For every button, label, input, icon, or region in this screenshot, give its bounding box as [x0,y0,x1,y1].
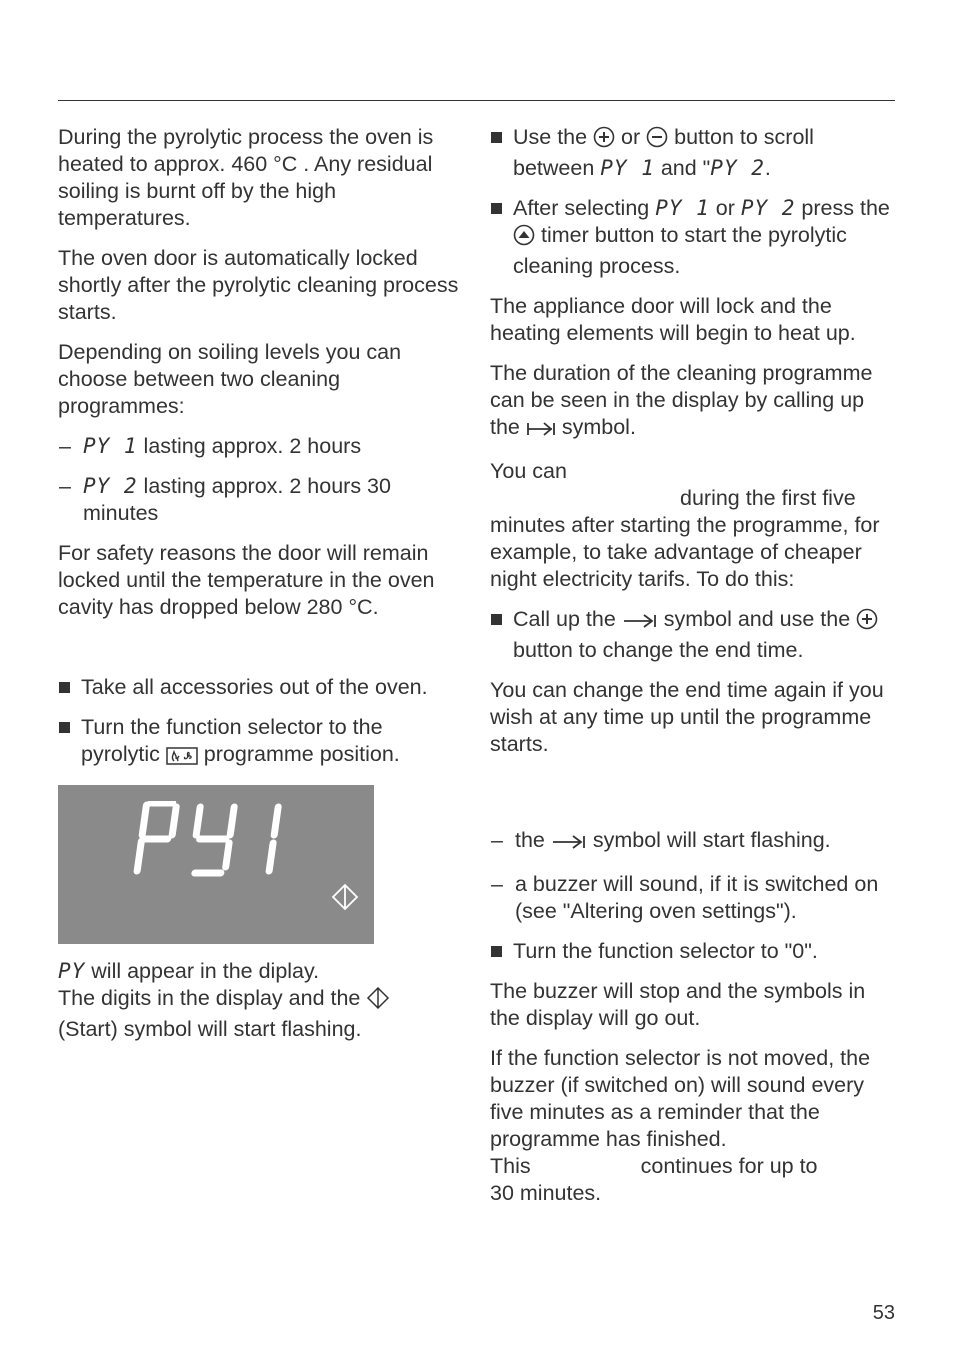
right-column [490,124,898,1220]
minus-button-icon [646,126,668,155]
end-time-icon [551,831,587,858]
plus-button-icon [856,608,878,637]
safety-paragraph: For safety reasons the door will remain locked until the temperature in the oven cavity has dropped below 280 °C. [58,541,435,619]
pyrolytic-icon [166,745,198,772]
page-number: 53 [872,1302,895,1324]
programme-code: PY 1 [83,434,138,458]
end-time-icon [622,610,658,637]
intro-paragraph-3: Depending on soiling levels you can choose between two cleaning programmes: [58,340,402,418]
change-again-paragraph: You can change the end time again if you wish at any time up until the programme starts. [490,678,884,756]
display-explanation: PY will appear in the diplay. The digits in the display and the (Start) symbol will start flashing. [58,958,463,1043]
step-scroll-programmes: Use the or button to scroll between PY 1 and "PY 2. [490,124,898,182]
display-digits [133,801,283,877]
programme-option-2: – PY 2 lasting approx. 2 hours 30 minutes [58,473,463,527]
timer-button-icon [513,224,535,253]
step-remove-accessories: Take all accessories out of the oven. [58,674,463,701]
step-turn-selector-off: Turn the function selector to "0". [490,938,898,965]
duration-paragraph: The duration of the cleaning programme can be seen in the display by calling up the symbol. [490,360,898,445]
programme-option-1: – PY 1 lasting approx. 2 hours [58,433,463,460]
intro-paragraph-1: During the pyrolytic process the oven is heated to approx. 460 °C . Any residual soiling is burnt off by the high temperatures. [58,125,434,230]
programme-code: PY 2 [83,474,138,498]
reminder-paragraph: If the function selector is not moved, the buzzer (if switched on) will sound every five minutes as a reminder that the programme has finished. This continues for up to 30 minutes. [490,1046,871,1205]
door-lock-paragraph: The appliance door will lock and the heating elements will begin to heat up. [490,294,856,345]
start-symbol-icon [366,987,390,1016]
end-time-paragraph: You can during the first five minutes after starting the programme, for example, to take advantage of cheaper night electricity tarifs. To do this: [490,459,880,591]
start-symbol-icon [331,883,359,918]
display-code: PY [58,959,86,983]
finish-indicator-2: – a buzzer will sound, if it is switched on (see "Altering oven settings"). [490,871,898,925]
oven-display [58,785,374,944]
left-column [58,124,463,1056]
duration-icon [526,418,556,445]
buzzer-stop-paragraph: The buzzer will stop and the symbols in the display will go out. [490,979,866,1030]
step-change-end-time: Call up the symbol and use the button to change the end time. [490,606,898,664]
step-start-pyrolytic: After selecting PY 1 or PY 2 press the timer button to start the pyrolytic cleaning process. [490,195,898,280]
plus-button-icon [593,126,615,155]
header-rule [58,100,895,101]
intro-paragraph-2: The oven door is automatically locked shortly after the pyrolytic cleaning process starts. [58,246,459,324]
step-turn-selector: Turn the function selector to the pyrolytic programme position. [58,714,463,772]
finish-indicator-1: – the symbol will start flashing. [490,827,898,858]
